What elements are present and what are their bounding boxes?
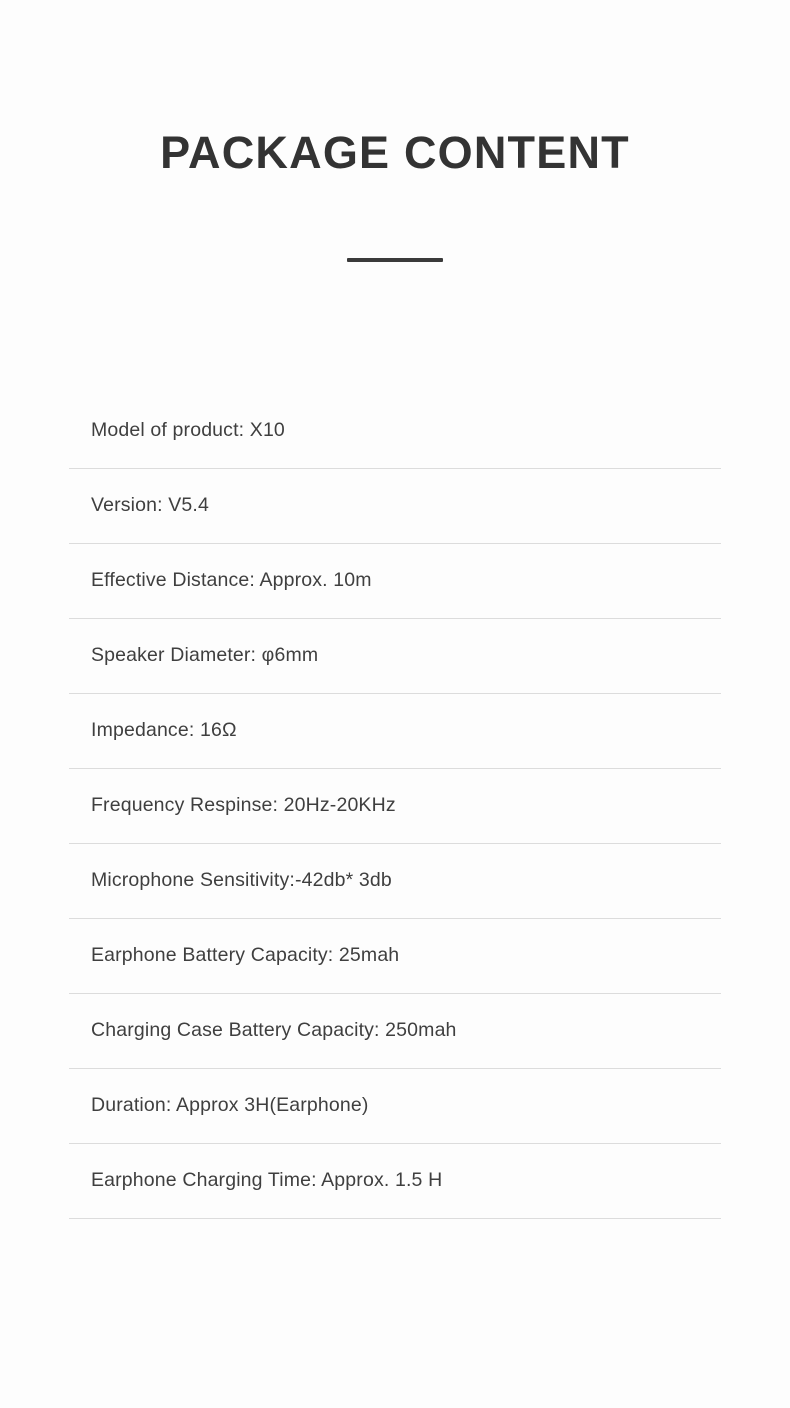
list-item bbox=[69, 694, 721, 769]
list-item bbox=[69, 394, 721, 469]
spec-text: Impedance: 16Ω bbox=[91, 718, 237, 741]
spec-text: Model of product: X10 bbox=[91, 418, 285, 441]
spec-text: Effective Distance: Approx. 10m bbox=[91, 568, 372, 591]
list-item bbox=[69, 994, 721, 1069]
list-item bbox=[69, 844, 721, 919]
spec-text: Duration: Approx 3H(Earphone) bbox=[91, 1093, 369, 1116]
list-item bbox=[69, 1069, 721, 1144]
page-title: PACKAGE CONTENT bbox=[160, 127, 630, 178]
list-item bbox=[69, 1144, 721, 1219]
spec-text: Microphone Sensitivity:-42db* 3db bbox=[91, 868, 392, 891]
spec-text: Frequency Respinse: 20Hz-20KHz bbox=[91, 793, 396, 816]
spec-text: Earphone Battery Capacity: 25mah bbox=[91, 943, 400, 966]
list-item bbox=[69, 544, 721, 619]
spec-text: Speaker Diameter: φ6mm bbox=[91, 643, 319, 666]
list-item bbox=[69, 769, 721, 844]
list-item bbox=[69, 619, 721, 694]
title-underline-divider bbox=[347, 258, 443, 262]
list-item bbox=[69, 469, 721, 544]
spec-text: Version: V5.4 bbox=[91, 493, 209, 516]
spec-text: Earphone Charging Time: Approx. 1.5 H bbox=[91, 1168, 443, 1191]
list-item bbox=[69, 919, 721, 994]
specification-list bbox=[69, 394, 721, 1219]
spec-text: Charging Case Battery Capacity: 250mah bbox=[91, 1018, 457, 1041]
